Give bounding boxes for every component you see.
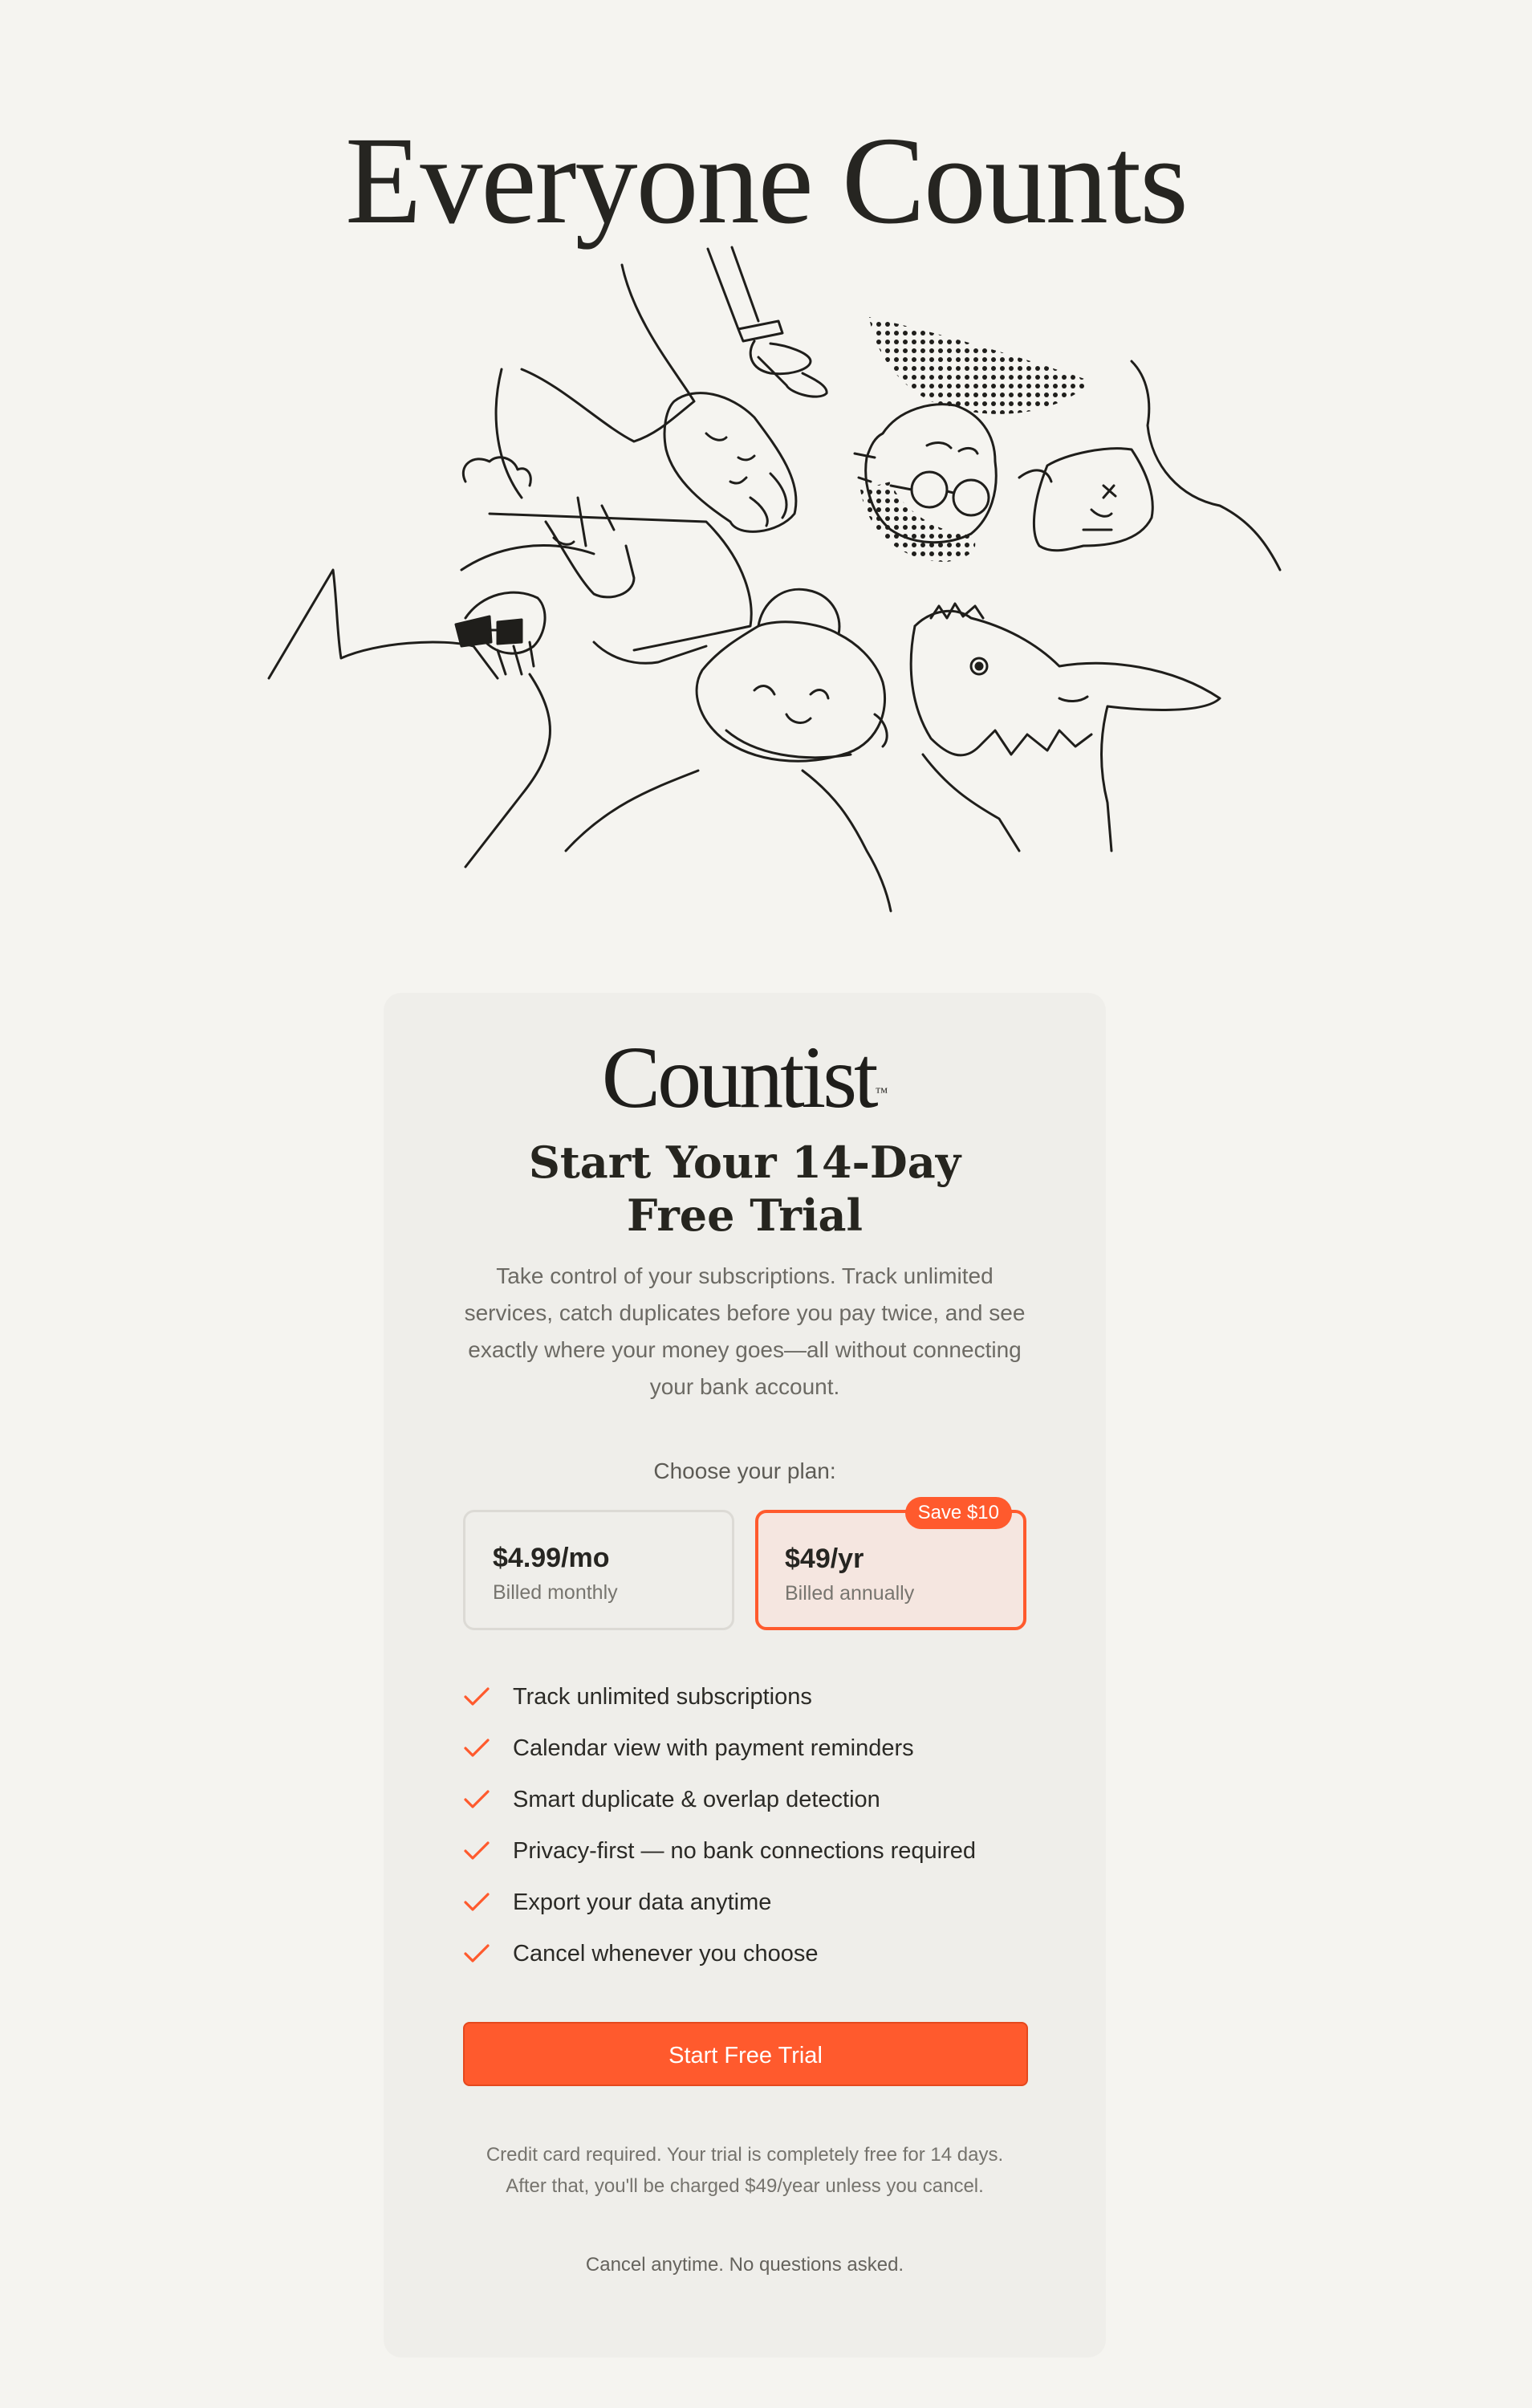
trial-description: Take control of your subscriptions. Track unlimited services, catch duplicates before you pay twice, and see exactly where your money goes—all without connecting your bank account. [464, 1263, 1026, 1399]
feature-text: Smart duplicate & overlap detection [513, 1787, 880, 1812]
feature-item [463, 1679, 1041, 1731]
feature-text: Calendar view with payment reminders [513, 1735, 914, 1761]
start-free-trial-button[interactable]: Start Free Trial [463, 2022, 1028, 2086]
hero-title: Everyone Counts [345, 111, 1187, 250]
plan-price: $4.99/mo [493, 1543, 610, 1573]
feature-text: Export your data anytime [513, 1889, 772, 1915]
trial-heading-line2: Free Trial [626, 1190, 864, 1241]
fine-print-line1: Credit card required. Your trial is completely free for 14 days. [486, 2144, 1004, 2166]
feature-text: Track unlimited subscriptions [513, 1684, 812, 1710]
check-icon [463, 1737, 490, 1759]
feature-item [463, 1731, 1041, 1782]
feature-item [463, 1833, 1041, 1885]
plan-price: $49/yr [785, 1544, 864, 1574]
trial-heading [448, 1136, 1042, 1242]
feature-text: Privacy-first — no bank connections required [513, 1838, 977, 1864]
feature-item [463, 1885, 1041, 1936]
save-badge: Save $10 [905, 1497, 1012, 1529]
cancel-note: Cancel anytime. No questions asked. [585, 2254, 904, 2276]
fine-print [432, 2139, 1058, 2202]
trademark-mark: ™ [875, 1086, 888, 1100]
people-sketch-illustration [257, 241, 1292, 915]
plan-option-monthly[interactable] [463, 1510, 734, 1630]
check-icon [463, 1840, 490, 1862]
feature-text: Cancel whenever you choose [513, 1941, 819, 1967]
plan-billing: Billed monthly [493, 1581, 618, 1604]
logo-text: Countist [601, 1028, 876, 1126]
trial-heading-line1: Start Your 14-Day [528, 1137, 961, 1188]
feature-item [463, 1936, 1041, 1987]
check-icon [463, 1942, 490, 1965]
check-icon [463, 1891, 490, 1914]
plan-billing: Billed annually [785, 1582, 915, 1605]
feature-item [463, 1782, 1041, 1833]
fine-print-line2: After that, you'll be charged $49/year unless you cancel. [506, 2175, 984, 2197]
check-icon [463, 1686, 490, 1708]
choose-plan-label: Choose your plan: [653, 1458, 836, 1483]
plan-option-annual[interactable] [755, 1502, 1026, 1630]
check-icon [463, 1788, 490, 1811]
countist-logo [384, 1025, 1106, 1129]
feature-list [463, 1679, 1041, 1987]
trial-card [384, 993, 1106, 2357]
